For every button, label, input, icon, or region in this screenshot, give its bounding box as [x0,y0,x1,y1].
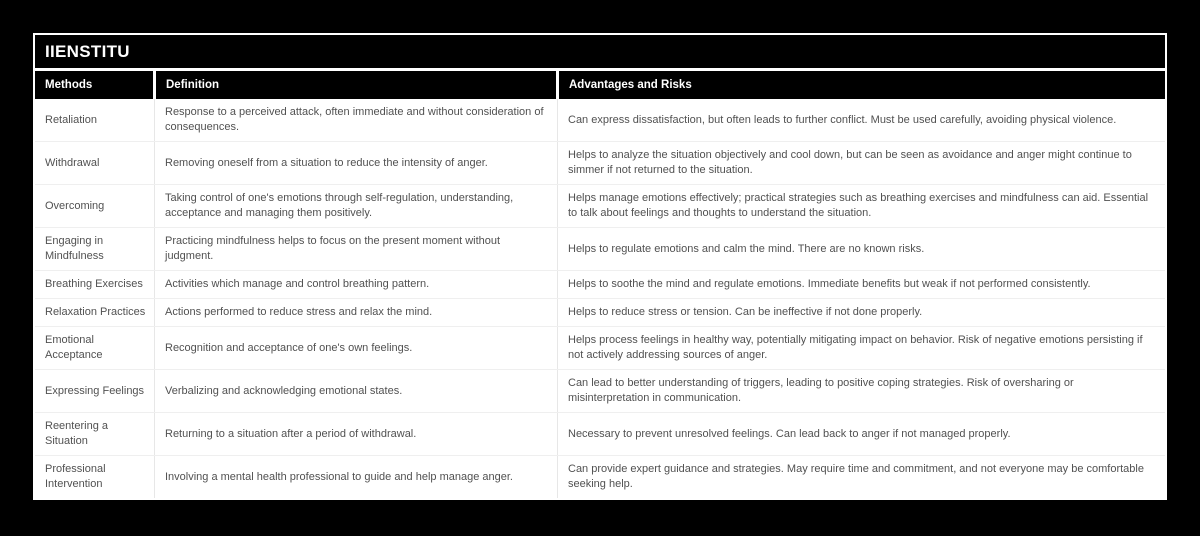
method-label: Overcoming [45,199,105,212]
definition-cell [155,299,558,326]
method-cell [35,327,155,369]
definition-cell [155,228,558,270]
method-label: Expressing Feelings [45,384,145,397]
method-label: Reentering a Situation [45,420,108,447]
advantages-text: Can express dissatisfaction, but often leads to further conflict. Must be used carefully, avoiding physical violence. [568,113,1117,126]
method-cell [35,185,155,227]
method-cell [35,99,155,141]
definition-text: Taking control of one's emotions through self-regulation, understanding, acceptance and managing them positively. [165,192,514,219]
methods-table-card [33,33,1167,500]
method-cell [35,142,155,184]
advantages-cell [558,327,1165,369]
definition-cell [155,99,558,141]
method-label: Emotional Acceptance [45,334,103,361]
definition-cell [155,456,558,498]
table-row [35,99,1165,141]
advantages-cell [558,413,1165,455]
table-row [35,412,1165,455]
table-row [35,227,1165,270]
definition-text: Recognition and acceptance of one's own feelings. [165,341,413,354]
definition-text: Response to a perceived attack, often immediate and without consideration of consequences. [165,106,544,133]
advantages-cell [558,185,1165,227]
column-header-methods: Methods [35,71,153,99]
advantages-text: Can lead to better understanding of triggers, leading to positive coping strategies. Risk of oversharing or misinterpretation in communication. [568,377,1074,404]
column-header-definition: Definition [156,71,556,99]
method-cell [35,228,155,270]
advantages-cell [558,228,1165,270]
method-cell [35,271,155,298]
advantages-cell [558,299,1165,326]
definition-text: Returning to a situation after a period of withdrawal. [165,427,417,440]
table-row [35,184,1165,227]
definition-cell [155,413,558,455]
definition-text: Activities which manage and control breathing pattern. [165,278,430,290]
method-cell [35,370,155,412]
method-label: Engaging in Mindfulness [45,235,104,262]
definition-cell [155,370,558,412]
definition-text: Actions performed to reduce stress and relax the mind. [165,306,433,318]
advantages-text: Can provide expert guidance and strategies. May require time and commitment, and not everyone may be comfortable seeking help. [568,463,1144,490]
definition-cell [155,327,558,369]
method-label: Professional Intervention [45,463,106,490]
table-header-row [35,71,1165,99]
method-label: Relaxation Practices [45,306,146,318]
advantages-cell [558,99,1165,141]
method-cell [35,456,155,498]
advantages-cell [558,271,1165,298]
advantages-cell [558,370,1165,412]
table-body [35,99,1165,498]
definition-cell [155,185,558,227]
advantages-text: Helps to analyze the situation objectively and cool down, but can be seen as avoidance and anger might continue to simmer if not returned to the situation. [568,149,1132,176]
advantages-text: Helps manage emotions effectively; practical strategies such as breathing exercises and mindfulness can aid. Essential to talk about feelings and thoughts to understand the situation. [568,192,1149,219]
table-row [35,369,1165,412]
definition-text: Verbalizing and acknowledging emotional states. [165,384,403,397]
definition-cell [155,142,558,184]
advantages-text: Helps process feelings in healthy way, potentially mitigating impact on behavior. Risk of negative emotions persisting if not actively addressing sources of anger. [568,334,1143,361]
brand-title: IIENSTITU [35,35,1165,71]
definition-text: Removing oneself from a situation to reduce the intensity of anger. [165,156,488,169]
column-header-advantages-and-risks: Advantages and Risks [559,71,1165,99]
advantages-text: Necessary to prevent unresolved feelings. Can lead back to anger if not managed properly. [568,427,1011,440]
advantages-text: Helps to soothe the mind and regulate emotions. Immediate benefits but weak if not performed consistently. [568,278,1091,290]
method-cell [35,299,155,326]
table-row [35,455,1165,498]
advantages-cell [558,142,1165,184]
advantages-text: Helps to reduce stress or tension. Can be ineffective if not done properly. [568,306,923,318]
definition-text: Practicing mindfulness helps to focus on the present moment without judgment. [165,235,501,262]
method-label: Retaliation [45,113,97,126]
definition-text: Involving a mental health professional to guide and help manage anger. [165,470,513,483]
advantages-text: Helps to regulate emotions and calm the mind. There are no known risks. [568,242,925,255]
table-row [35,141,1165,184]
table-row [35,270,1165,298]
definition-cell [155,271,558,298]
method-cell [35,413,155,455]
method-label: Breathing Exercises [45,278,143,290]
table-row [35,298,1165,326]
table-row [35,326,1165,369]
method-label: Withdrawal [45,156,100,169]
advantages-cell [558,456,1165,498]
